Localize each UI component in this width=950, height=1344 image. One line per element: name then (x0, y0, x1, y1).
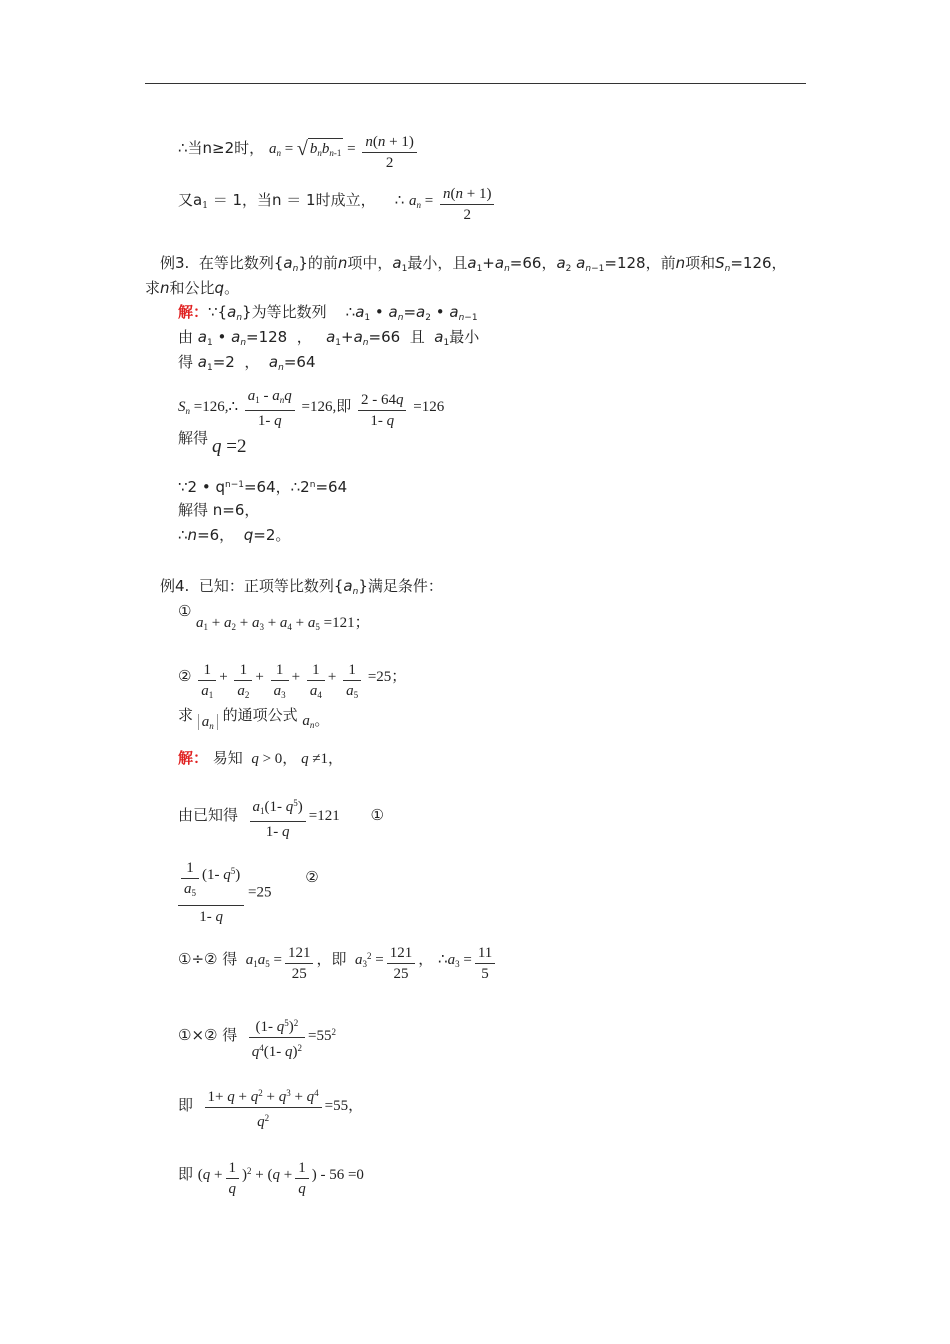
line-1 (178, 132, 420, 173)
easy-know: 易知 (212, 749, 243, 767)
header-rule (145, 83, 806, 84)
ex4-solution: 解： 易知 q > 0， q ≠1， (178, 749, 344, 767)
therefore-symbol: ∴ (394, 191, 405, 209)
ex3-step-5-label: 解得 (178, 429, 209, 447)
ex3-title: 例3. 在等比数列$\{a_n\}$的前n项中，$a_1$最小，且$a_1+a_n=66$，$a_2$ $a_{n-1}=128$，前n项和$S_n=126$， (160, 254, 787, 274)
semicolon-1: ； (354, 613, 370, 631)
therefore-2: ∴ (438, 950, 448, 968)
line-2-mid: ＝ 1，当n ＝ 1时成立， (207, 191, 376, 209)
ex4-cond-2: ② $\frac{1}{a_1}$ + $\frac{1}{a_2}$ + $\frac{1}{a_3}$ + $\frac{1}{a_4}$ + $\frac{1}{a_5}$ =25； (178, 662, 407, 700)
ex4-eq-2: $\frac{1}{a_5}$ (1- $q^5$) 1- q =25 ② (178, 858, 319, 928)
ex4-ji-1: 即 $\frac{1+ q + q^2 + q^3 + q^4}{q^2}$ =55， (178, 1083, 363, 1132)
ex3-step-2: 由 $a_1$ • $a_n=128$ ， $a_1+a_n=66$ 且 $a_1$最小 (178, 328, 480, 348)
comma-2: ， (348, 1096, 364, 1114)
line-1-prefix: ∴当n≥2时， (178, 139, 265, 157)
ask-suffix: 的通项公式 (222, 706, 298, 724)
ex3-q-equals: q =2 (212, 436, 247, 457)
ex4-multiply: ①×② 得 $\frac{(1- q^5)^2}{q^4(1- q)^2}$ $=55^2$ (178, 1013, 336, 1062)
ji-comma: ，即 (316, 950, 347, 968)
ex4-known: 由已知得 $\frac{a_1(1- q^5)}{1- q}$ =121 ① (178, 793, 384, 842)
ex3-step-3: 得 $a_1=2$ ， $a_n=64$ (178, 353, 316, 373)
line-2-formula: $a_n$ = $\frac{n(n + 1)}{2}$ (409, 193, 497, 209)
ex3-title-2: 求n和公比q。 (145, 279, 240, 297)
eq-ref-2: ② (305, 868, 319, 887)
comma-1: ， (418, 950, 434, 968)
line-2-prefix: 又a (178, 191, 203, 209)
ex3-step-4: $S_n$ =126,∴ $\frac{a_1 - a_nq}{1- q}$ =126,即 $\frac{2 - 64q}{1- q}$ =126 (178, 388, 445, 429)
line-2: 又$a_1 = 1$，当n ＝ 1时成立， ∴ $a_n$ = $\frac{n(n + 1)}{2}$ (178, 184, 497, 225)
ex3-step-7: 解得 n=6， (178, 501, 260, 519)
ji-1: 即 (178, 1096, 194, 1114)
ask-prefix: 求 (178, 706, 194, 724)
solution-label: 解： (178, 303, 209, 321)
ex3-step-6: ∵2 • $q^{n-1}=64$，$\therefore 2^n=64$ (178, 478, 348, 496)
ex4-cond-1-formula: $a_1 + a_2 + a_3 + a_4 + a_5 =121$； (196, 613, 370, 632)
ex4-cond-1 (178, 601, 191, 621)
ex4-ji-2: 即 (q + $\frac{1}{q}$ )$^2$ + (q + $\frac{1}{q}$ ) - 56 =0 (178, 1160, 364, 1197)
ex4-title: 例4. 已知：正项等比数列$\{a_n\}$满足条件： (160, 577, 443, 597)
line-1-formula: $a_n$ = √ $b_nb_{n-1}$ = $\frac{n(n + 1)}{2}$ (269, 141, 420, 157)
ex3-step-8: ∴n=6， q=2。 (178, 526, 291, 544)
circle-2: ② (178, 667, 192, 685)
ex3-step-1: 解：$\because\{a_n\}$为等比数列 $\therefore a_1$ • $a_n=a_2$ • $a_{n-1}$ (178, 303, 478, 323)
ex4-divide: ①÷② 得 $a_1a_5$ = $\frac{121}{25}$ ，即 $a_3^2$ = $\frac{121}{25}$ ， $\therefore a_3$ = $\frac{11}{5}$ (178, 943, 498, 984)
multiply-label: ①×② 得 (178, 1026, 238, 1044)
ex3-step-5 (178, 428, 208, 448)
ji-2: 即 (178, 1165, 194, 1183)
circle-1: ① (178, 602, 192, 620)
semicolon-2: ； (391, 667, 407, 685)
divide-label: ①÷② 得 (178, 950, 238, 968)
known-label: 由已知得 (178, 806, 239, 824)
ex4-ask: 求 $a_n$ 的通项公式 $a_n$。 (178, 706, 330, 731)
solution-label-2: 解： (178, 749, 209, 767)
eq-ref-1: ① (370, 806, 384, 824)
